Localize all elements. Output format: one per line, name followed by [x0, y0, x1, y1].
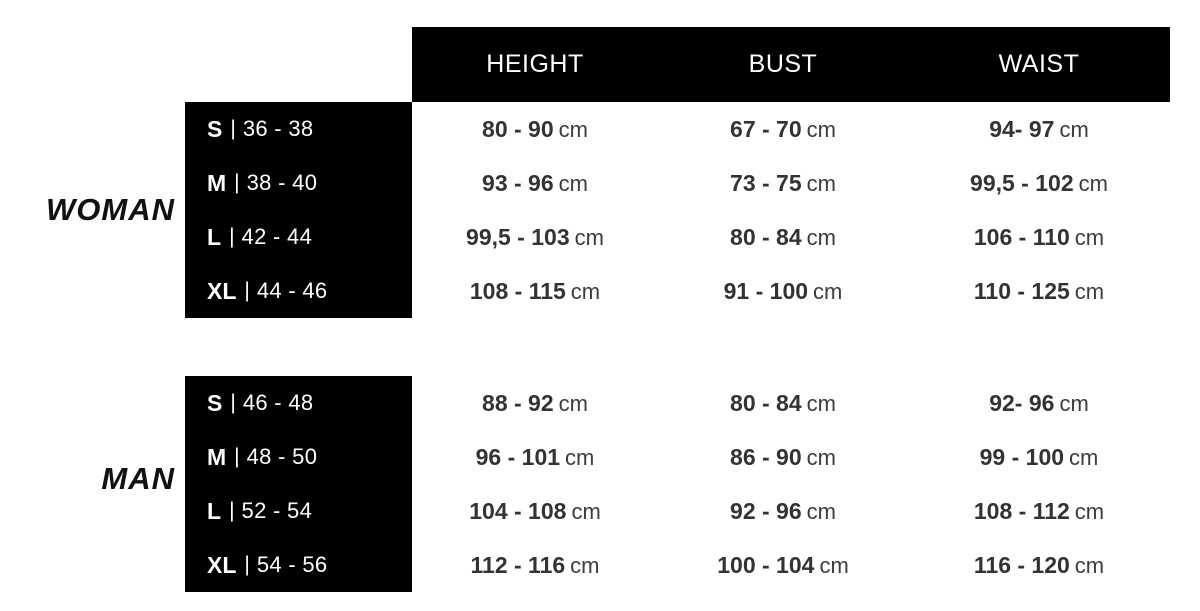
- value: 99 - 100: [979, 443, 1065, 470]
- size-code: S: [207, 389, 223, 416]
- size-range: 36 - 38: [242, 116, 314, 141]
- value: 94- 97: [989, 115, 1055, 142]
- cell-height: [412, 498, 658, 525]
- cell-height: [412, 224, 658, 251]
- table-row: [412, 102, 1170, 156]
- unit: cm: [1069, 444, 1099, 470]
- size-code: XL: [207, 277, 237, 304]
- size-row: [185, 538, 412, 592]
- unit: cm: [1059, 116, 1089, 142]
- value: 112 - 116: [470, 551, 566, 578]
- unit: cm: [558, 170, 588, 196]
- column-header-height: HEIGHT: [486, 50, 584, 78]
- unit: cm: [565, 444, 595, 470]
- cell-bust: [658, 552, 908, 579]
- size-row: [185, 376, 412, 430]
- table-row: [412, 376, 1170, 430]
- unit: cm: [1074, 498, 1105, 524]
- unit: cm: [806, 444, 836, 470]
- value: 67 - 70: [730, 115, 802, 142]
- size-range: 54 - 56: [256, 552, 328, 577]
- measurements-man: [412, 376, 1170, 592]
- unit: cm: [1078, 170, 1108, 196]
- size-range: 52 - 54: [241, 498, 313, 523]
- size-code: M: [207, 443, 227, 470]
- size-code: L: [207, 223, 222, 250]
- unit: cm: [558, 390, 588, 416]
- cell-bust: [658, 390, 908, 417]
- table-row: [412, 484, 1170, 538]
- size-separator: |: [244, 553, 250, 576]
- cell-waist: [908, 278, 1170, 305]
- unit: cm: [806, 224, 836, 250]
- unit: cm: [1074, 278, 1105, 304]
- group-label-woman: WOMAN: [46, 192, 175, 227]
- unit: cm: [806, 170, 836, 196]
- value: 86 - 90: [730, 443, 802, 470]
- value: 88 - 92: [482, 389, 554, 416]
- value: 92- 96: [989, 389, 1055, 416]
- size-range: 42 - 44: [241, 224, 313, 249]
- value: 92 - 96: [730, 497, 802, 524]
- size-code: M: [207, 169, 227, 196]
- size-separator: |: [234, 171, 240, 194]
- cell-height: [412, 278, 658, 305]
- size-row: [185, 484, 412, 538]
- size-block-man: [185, 376, 412, 592]
- table-row: [412, 210, 1170, 264]
- value: 80 - 84: [730, 389, 802, 416]
- value: 91 - 100: [723, 277, 809, 304]
- cell-bust: [658, 224, 908, 251]
- group-label-man: MAN: [101, 461, 175, 496]
- value: 80 - 90: [482, 115, 554, 142]
- size-row: [185, 156, 412, 210]
- size-separator: |: [229, 225, 235, 248]
- value: 108 - 112: [973, 497, 1070, 524]
- size-block-woman: [185, 102, 412, 318]
- value: 106 - 110: [973, 223, 1070, 250]
- cell-waist: [908, 444, 1170, 471]
- value: 108 - 115: [469, 277, 566, 304]
- size-separator: |: [230, 117, 236, 140]
- column-header-bust: BUST: [748, 50, 818, 78]
- unit: cm: [806, 498, 836, 524]
- unit: cm: [574, 224, 604, 250]
- size-row: [185, 210, 412, 264]
- table-row: [412, 430, 1170, 484]
- value: 104 - 108: [469, 497, 567, 524]
- unit: cm: [806, 390, 836, 416]
- unit: cm: [1074, 552, 1105, 578]
- value: 73 - 75: [730, 169, 802, 196]
- unit: cm: [571, 498, 601, 524]
- value: 96 - 101: [475, 443, 561, 470]
- size-code: XL: [207, 551, 237, 578]
- cell-height: [412, 444, 658, 471]
- cell-bust: [658, 116, 908, 143]
- value: 116 - 120: [973, 551, 1070, 578]
- size-separator: |: [244, 279, 250, 302]
- unit: cm: [558, 116, 588, 142]
- cell-bust: [658, 444, 908, 471]
- unit: cm: [570, 552, 600, 578]
- table-header: [412, 27, 1170, 102]
- value: 100 - 104: [717, 551, 815, 578]
- cell-waist: [908, 498, 1170, 525]
- cell-waist: [908, 552, 1170, 579]
- cell-bust: [658, 498, 908, 525]
- cell-waist: [908, 390, 1170, 417]
- value: 110 - 125: [973, 277, 1070, 304]
- value: 99,5 - 102: [970, 169, 1074, 196]
- unit: cm: [570, 278, 601, 304]
- size-range: 44 - 46: [256, 278, 328, 303]
- size-row: [185, 264, 412, 318]
- size-code: S: [207, 115, 223, 142]
- size-range: 38 - 40: [246, 170, 318, 195]
- unit: cm: [819, 552, 849, 578]
- size-separator: |: [229, 499, 235, 522]
- cell-bust: [658, 278, 908, 305]
- value: 99,5 - 103: [466, 223, 570, 250]
- cell-bust: [658, 170, 908, 197]
- size-separator: |: [234, 445, 240, 468]
- size-range: 48 - 50: [246, 444, 318, 469]
- cell-height: [412, 116, 658, 143]
- unit: cm: [806, 116, 836, 142]
- size-separator: |: [230, 391, 236, 414]
- table-row: [412, 538, 1170, 592]
- cell-waist: [908, 170, 1170, 197]
- cell-waist: [908, 224, 1170, 251]
- cell-waist: [908, 116, 1170, 143]
- value: 80 - 84: [730, 223, 802, 250]
- cell-height: [412, 170, 658, 197]
- column-header-waist: WAIST: [998, 50, 1080, 78]
- value: 93 - 96: [482, 169, 554, 196]
- unit: cm: [813, 278, 843, 304]
- size-code: L: [207, 497, 222, 524]
- size-row: [185, 102, 412, 156]
- unit: cm: [1059, 390, 1089, 416]
- table-row: [412, 156, 1170, 210]
- unit: cm: [1074, 224, 1105, 250]
- size-row: [185, 430, 412, 484]
- cell-height: [412, 552, 658, 579]
- measurements-woman: [412, 102, 1170, 318]
- table-row: [412, 264, 1170, 318]
- size-range: 46 - 48: [242, 390, 314, 415]
- cell-height: [412, 390, 658, 417]
